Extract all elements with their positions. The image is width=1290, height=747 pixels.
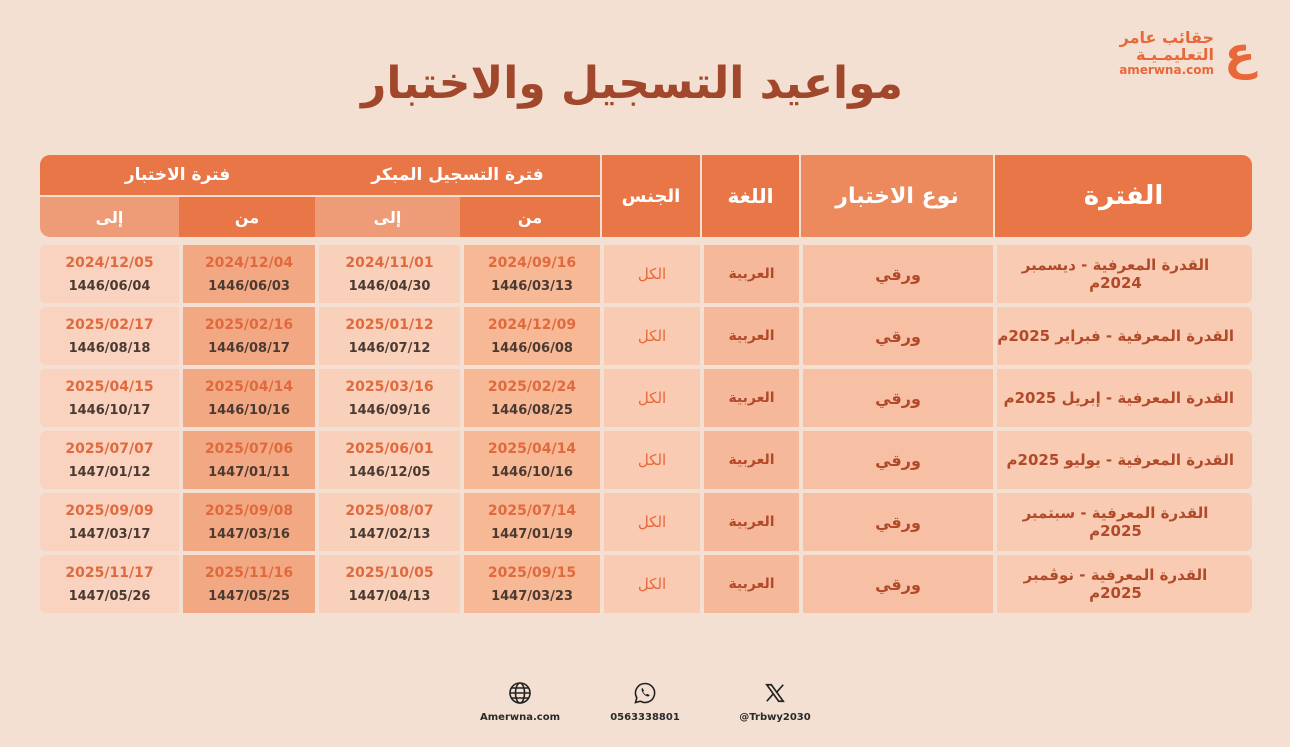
table-row xyxy=(40,369,1252,427)
brand-site[interactable]: amerwna.com xyxy=(1119,62,1214,77)
early-to-cell xyxy=(315,245,460,303)
row-period: القدرة المعرفية - فبراير 2025م xyxy=(993,307,1252,365)
gregorian-date: 2025/07/07 xyxy=(65,440,154,457)
gregorian-date: 2024/11/01 xyxy=(345,254,434,271)
hijri-date: 1446/10/16 xyxy=(491,464,573,480)
early-from-cell xyxy=(460,555,600,613)
early-from-cell xyxy=(460,493,600,551)
hijri-date: 1447/01/19 xyxy=(491,526,573,542)
row-test-type: ورقي xyxy=(799,493,993,551)
row-period: القدرة المعرفية - ديسمبر 2024م xyxy=(993,245,1252,303)
brand-line2: التعليمـيـة xyxy=(1135,44,1214,64)
gregorian-date: 2025/07/14 xyxy=(487,502,577,519)
hijri-date: 1447/03/23 xyxy=(491,588,573,604)
hijri-date: 1446/06/03 xyxy=(208,278,290,294)
hijri-date: 1447/05/25 xyxy=(208,588,290,604)
header-test-type: نوع الاختبار xyxy=(799,155,993,237)
table-row xyxy=(40,431,1252,489)
whatsapp-icon xyxy=(632,680,658,706)
header-early-registration: فترة التسجيل المبكر xyxy=(315,155,600,197)
row-gender: الكل xyxy=(600,555,700,613)
website-label[interactable]: Amerwna.com xyxy=(480,712,560,723)
gregorian-date: 2025/03/16 xyxy=(345,378,434,395)
exam-to-cell xyxy=(40,245,179,303)
hijri-date: 1447/04/13 xyxy=(348,588,431,604)
row-language: العربية xyxy=(700,431,799,489)
hijri-date: 1446/08/18 xyxy=(68,340,151,356)
exam-from-cell xyxy=(179,493,315,551)
row-language: العربية xyxy=(700,307,799,365)
gregorian-date: 2025/09/15 xyxy=(487,564,577,581)
hijri-date: 1447/01/11 xyxy=(208,464,290,480)
early-to-cell xyxy=(315,431,460,489)
header-gender: الجنس xyxy=(600,155,700,237)
hijri-date: 1447/02/13 xyxy=(348,526,431,542)
table-row xyxy=(40,245,1252,303)
exam-from-cell xyxy=(179,369,315,427)
exam-to-cell xyxy=(40,555,179,613)
globe-icon xyxy=(507,680,533,706)
table-row xyxy=(40,493,1252,551)
row-gender: الكل xyxy=(600,307,700,365)
row-period: القدرة المعرفية - نوڤمبر 2025م xyxy=(993,555,1252,613)
row-gender: الكل xyxy=(600,245,700,303)
table-header xyxy=(40,155,1252,237)
footer xyxy=(0,680,1290,730)
exam-to-cell xyxy=(40,369,179,427)
hijri-date: 1446/08/25 xyxy=(491,402,573,418)
brand-line1: حقائب عامر xyxy=(1119,27,1214,47)
exam-to-cell xyxy=(40,493,179,551)
schedule-table xyxy=(40,155,1252,613)
hijri-date: 1446/10/17 xyxy=(68,402,151,418)
hijri-date: 1446/06/04 xyxy=(68,278,151,294)
early-from-cell xyxy=(460,307,600,365)
footer-website[interactable] xyxy=(455,680,585,723)
gregorian-date: 2025/04/14 xyxy=(487,440,577,457)
table-row xyxy=(40,307,1252,365)
early-from-cell xyxy=(460,431,600,489)
row-test-type: ورقي xyxy=(799,245,993,303)
hijri-date: 1446/12/05 xyxy=(348,464,431,480)
hijri-date: 1447/05/26 xyxy=(68,588,151,604)
exam-to-cell xyxy=(40,307,179,365)
row-gender: الكل xyxy=(600,369,700,427)
gregorian-date: 2025/08/07 xyxy=(345,502,434,519)
row-period: القدرة المعرفية - يوليو 2025م xyxy=(993,431,1252,489)
early-to-cell xyxy=(315,555,460,613)
gregorian-date: 2024/09/16 xyxy=(487,254,577,271)
gregorian-date: 2025/04/15 xyxy=(65,378,154,395)
row-gender: الكل xyxy=(600,493,700,551)
row-test-type: ورقي xyxy=(799,431,993,489)
row-test-type: ورقي xyxy=(799,555,993,613)
gregorian-date: 2025/02/16 xyxy=(204,316,294,333)
row-test-type: ورقي xyxy=(799,307,993,365)
hijri-date: 1446/08/17 xyxy=(208,340,290,356)
x-icon xyxy=(762,680,788,706)
early-to-cell xyxy=(315,493,460,551)
header-early-to: إلى xyxy=(315,197,460,237)
hijri-date: 1446/10/16 xyxy=(208,402,290,418)
hijri-date: 1446/06/08 xyxy=(491,340,573,356)
row-language: العربية xyxy=(700,369,799,427)
gregorian-date: 2025/11/17 xyxy=(65,564,154,581)
row-language: العربية xyxy=(700,245,799,303)
twitter-label[interactable]: @Trbwy2030 xyxy=(739,712,811,723)
page-title: مواعيد التسجيل والاختبار xyxy=(361,58,903,109)
header-exam-to: إلى xyxy=(40,197,179,237)
gregorian-date: 2024/12/09 xyxy=(487,316,577,333)
table-row xyxy=(40,555,1252,613)
exam-from-cell xyxy=(179,555,315,613)
gregorian-date: 2025/02/24 xyxy=(487,378,577,395)
exam-from-cell xyxy=(179,245,315,303)
footer-phone[interactable] xyxy=(580,680,710,723)
gregorian-date: 2025/11/16 xyxy=(204,564,294,581)
hijri-date: 1446/04/30 xyxy=(348,278,431,294)
row-language: العربية xyxy=(700,555,799,613)
early-to-cell xyxy=(315,307,460,365)
hijri-date: 1447/01/12 xyxy=(68,464,151,480)
row-gender: الكل xyxy=(600,431,700,489)
hijri-date: 1447/03/16 xyxy=(208,526,290,542)
header-language: اللغة xyxy=(700,155,799,237)
footer-twitter[interactable] xyxy=(710,680,840,723)
header-exam-from: من xyxy=(179,197,315,237)
gregorian-date: 2025/10/05 xyxy=(345,564,434,581)
header-exam-period: فترة الاختبار xyxy=(40,155,315,197)
hijri-date: 1446/07/12 xyxy=(348,340,431,356)
hijri-date: 1446/03/13 xyxy=(491,278,573,294)
exam-from-cell xyxy=(179,431,315,489)
early-from-cell xyxy=(460,369,600,427)
early-to-cell xyxy=(315,369,460,427)
row-period: القدرة المعرفية - إبريل 2025م xyxy=(993,369,1252,427)
table-body xyxy=(40,245,1252,613)
gregorian-date: 2025/09/09 xyxy=(65,502,154,519)
gregorian-date: 2024/12/05 xyxy=(65,254,154,271)
row-period: القدرة المعرفية - سبتمبر 2025م xyxy=(993,493,1252,551)
gregorian-date: 2025/06/01 xyxy=(345,440,434,457)
hijri-date: 1446/09/16 xyxy=(348,402,431,418)
brand-mark-icon: ع xyxy=(1224,26,1256,80)
gregorian-date: 2025/01/12 xyxy=(345,316,434,333)
gregorian-date: 2025/07/06 xyxy=(204,440,294,457)
early-from-cell xyxy=(460,245,600,303)
gregorian-date: 2024/12/04 xyxy=(204,254,294,271)
gregorian-date: 2025/09/08 xyxy=(204,502,294,519)
exam-from-cell xyxy=(179,307,315,365)
exam-to-cell xyxy=(40,431,179,489)
gregorian-date: 2025/02/17 xyxy=(65,316,154,333)
hijri-date: 1447/03/17 xyxy=(68,526,151,542)
gregorian-date: 2025/04/14 xyxy=(204,378,294,395)
phone-label[interactable]: 0563338801 xyxy=(610,712,680,723)
row-language: العربية xyxy=(700,493,799,551)
row-test-type: ورقي xyxy=(799,369,993,427)
header-period: الفترة xyxy=(993,155,1252,237)
header-early-from: من xyxy=(460,197,600,237)
